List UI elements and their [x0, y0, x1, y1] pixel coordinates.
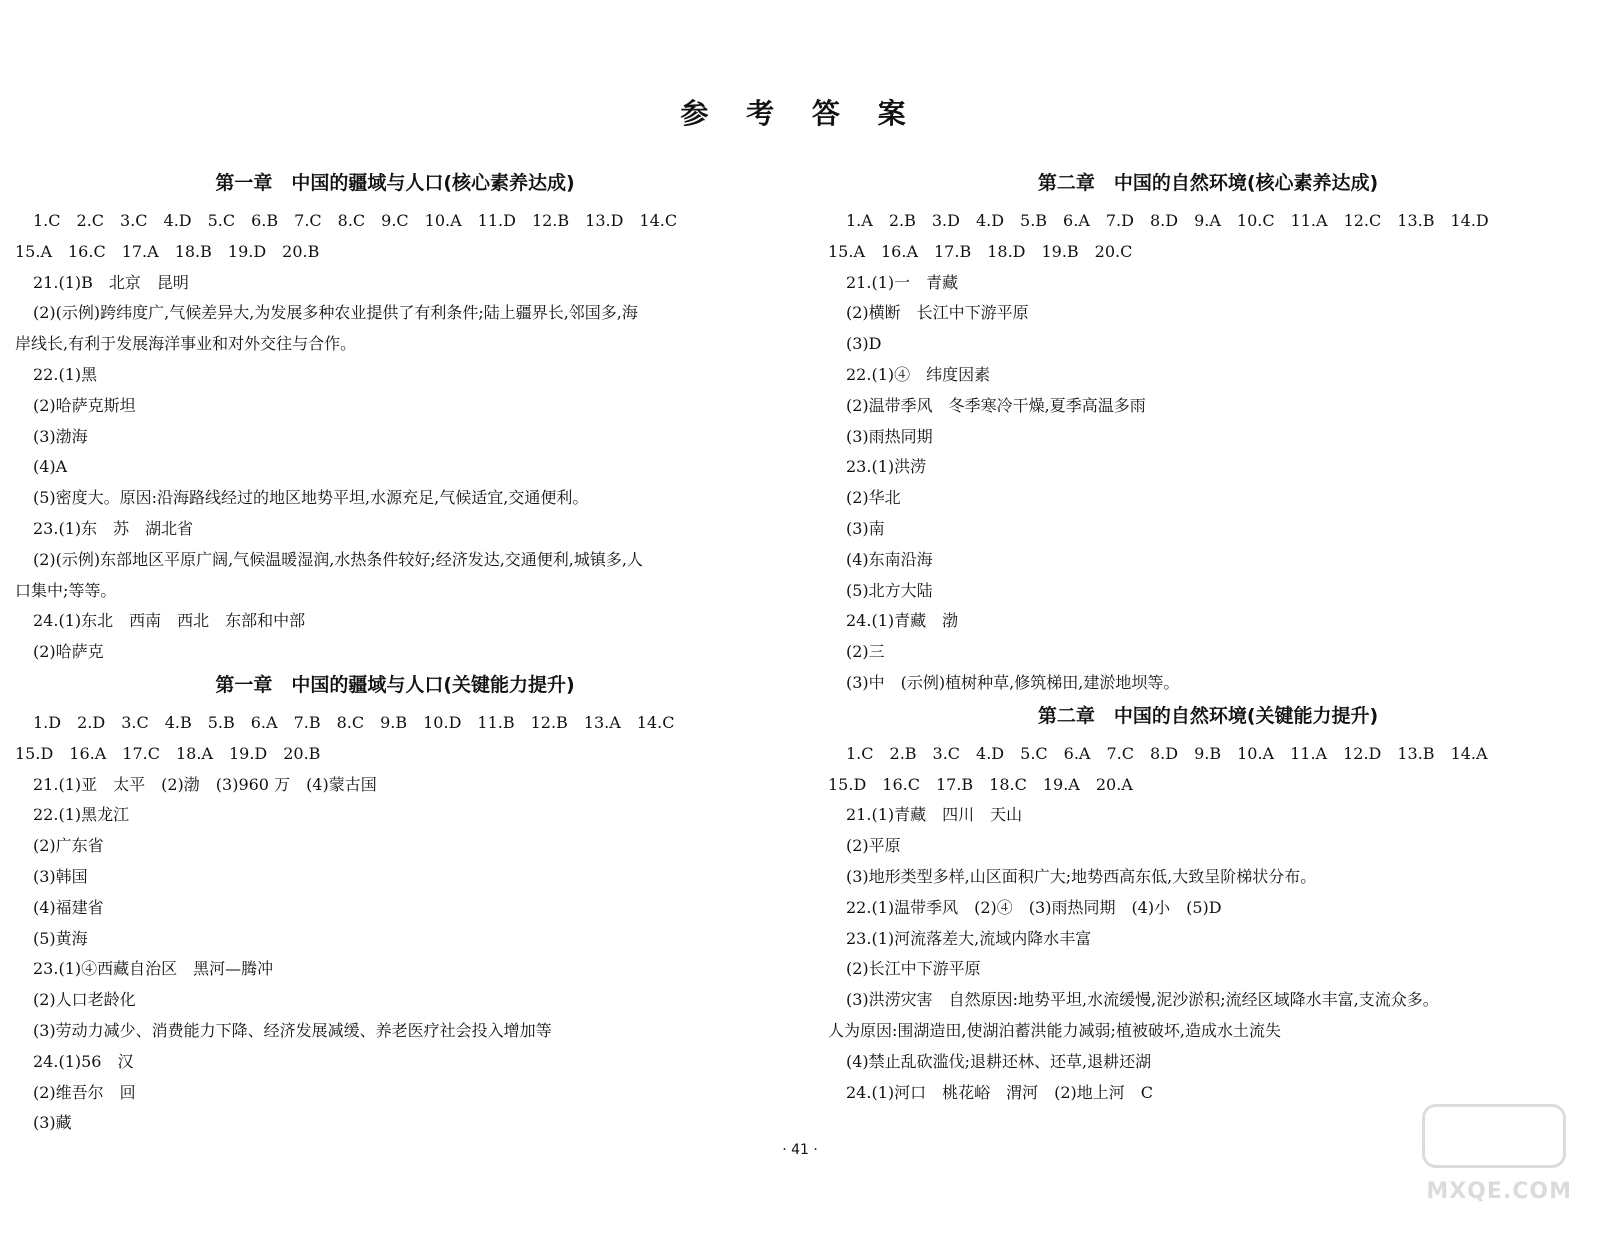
answer-line: 1.A 2.B 3.D 4.D 5.B 6.A 7.D 8.D 9.A 10.C 11.A 12.C 13.B 14.D [846, 211, 1489, 230]
answer-line: 24.(1)东北 西南 西北 东部和中部 [33, 611, 306, 631]
answer-line: (3)韩国 [33, 866, 88, 886]
answer-line: (4)福建省 [33, 897, 104, 917]
answer-line: 15.A 16.A 17.B 18.D 19.B 20.C [828, 241, 1133, 261]
answer-line: (3)渤海 [33, 426, 88, 446]
answer-line: 口集中;等等。 [15, 580, 117, 600]
answer-line: (4)A [33, 457, 68, 477]
answer-line: (2)三 [846, 642, 885, 662]
answer-section [828, 168, 1588, 699]
answer-line: (3)南 [846, 518, 885, 538]
answer-line: (3)藏 [33, 1113, 72, 1133]
watermark-logo [1422, 1104, 1572, 1204]
answer-line: (3)雨热同期 [846, 426, 933, 446]
answer-line: 24.(1)河口 桃花峪 渭河 (2)地上河 C [846, 1082, 1154, 1102]
answer-line: (3)洪涝灾害 自然原因:地势平坦,水流缓慢,泥沙淤积;流经区域降水丰富,支流众多。 [846, 990, 1439, 1010]
answer-line: (5)黄海 [33, 928, 88, 948]
answer-line: 22.(1)黑 [33, 364, 98, 384]
answer-line: 23.(1)河流落差大,流域内降水丰富 [846, 928, 1092, 948]
answer-line: 15.A 16.C 17.A 18.B 19.D 20.B [15, 241, 320, 261]
answer-line: (2)华北 [846, 488, 901, 508]
answer-line: 22.(1)黑龙江 [33, 805, 130, 825]
answer-line: 24.(1)青藏 渤 [846, 611, 959, 631]
answer-line: 21.(1)亚 太平 (2)渤 (3)960 万 (4)蒙古国 [33, 774, 377, 794]
answer-line: (5)北方大陆 [846, 580, 933, 600]
answer-line: 人为原因:围湖造田,使湖泊蓄洪能力减弱;植被破坏,造成水土流失 [828, 1020, 1281, 1040]
answer-line: (2)平原 [846, 836, 901, 856]
answer-line: (3)地形类型多样,山区面积广大;地势西高东低,大致呈阶梯状分布。 [846, 866, 1317, 886]
answer-line: (2)哈萨克 [33, 642, 104, 662]
section-heading: 第一章 中国的疆域与人口(核心素养达成) [215, 172, 575, 194]
answer-line: 21.(1)一 青藏 [846, 272, 959, 292]
answer-line: 23.(1)④西藏自治区 黑河—腾冲 [33, 959, 274, 979]
answer-line: (2)横断 长江中下游平原 [846, 303, 1029, 323]
answer-line: 1.C 2.B 3.C 4.D 5.C 6.A 7.C 8.D 9.B 10.A 11.A 12.D 13.B 14.A [846, 743, 1488, 763]
answer-section [15, 168, 775, 668]
answer-line: (2)人口老龄化 [33, 990, 136, 1010]
answer-line: (4)禁止乱砍滥伐;退耕还林、还草,退耕还湖 [846, 1051, 1152, 1071]
answer-line: 22.(1)温带季风 (2)④ (3)雨热同期 (4)小 (5)D [846, 897, 1222, 917]
answer-line: (2)温带季风 冬季寒冷干燥,夏季高温多雨 [846, 395, 1146, 415]
page-number: · 41 · [782, 1142, 818, 1158]
answer-line: 15.D 16.C 17.B 18.C 19.A 20.A [828, 774, 1133, 794]
answer-line: 22.(1)④ 纬度因素 [846, 364, 991, 384]
answer-line: 23.(1)东 苏 湖北省 [33, 518, 194, 538]
section-heading: 第一章 中国的疆域与人口(关键能力提升) [215, 673, 575, 696]
answer-section [15, 670, 775, 1139]
answer-section [828, 701, 1588, 1109]
answer-line: (5)密度大。原因:沿海路线经过的地区地势平坦,水源充足,气候适宜,交通便利。 [33, 488, 589, 508]
answer-line: 21.(1)青藏 四川 天山 [846, 805, 1023, 825]
answer-line: (3)劳动力减少、消费能力下降、经济发展减缓、养老医疗社会投入增加等 [33, 1020, 552, 1040]
answer-line: 15.D 16.A 17.C 18.A 19.D 20.B [15, 743, 321, 763]
answer-line: (3)中 (示例)植树种草,修筑梯田,建淤地坝等。 [846, 672, 1180, 692]
section-heading: 第二章 中国的自然环境(关键能力提升) [1037, 704, 1379, 727]
answer-line: (2)(示例)东部地区平原广阔,气候温暖湿润,水热条件较好;经济发达,交通便利,城镇多,人 [33, 549, 643, 569]
watermark-text: MXQE.COM [1426, 1179, 1572, 1204]
left-column [15, 168, 775, 1141]
answer-line: (2)长江中下游平原 [846, 959, 981, 979]
section-heading: 第二章 中国的自然环境(核心素养达成) [1037, 172, 1379, 194]
answer-line: 24.(1)56 汉 [33, 1051, 134, 1071]
answer-line: (2)(示例)跨纬度广,气候差异大,为发展多种农业提供了有利条件;陆上疆界长,邻国多,海 [33, 303, 638, 323]
answer-line: (2)维吾尔 回 [33, 1082, 136, 1102]
answer-line: (4)东南沿海 [846, 549, 933, 569]
answer-line: (3)D [846, 334, 882, 354]
answer-line: (2)广东省 [33, 836, 104, 856]
page-title: 参 考 答 案 [680, 97, 920, 130]
right-column [828, 168, 1588, 1110]
watermark-badge-icon [1422, 1104, 1566, 1168]
answer-line: (2)哈萨克斯坦 [33, 395, 136, 415]
answer-line: 1.D 2.D 3.C 4.B 5.B 6.A 7.B 8.C 9.B 10.D 11.B 12.B 13.A 14.C [33, 712, 675, 732]
answer-line: 21.(1)B 北京 昆明 [33, 272, 189, 292]
answer-line: 1.C 2.C 3.C 4.D 5.C 6.B 7.C 8.C 9.C 10.A 11.D 12.B 13.D 14.C [33, 211, 678, 230]
answer-line: 23.(1)洪涝 [846, 457, 927, 477]
answer-line: 岸线长,有利于发展海洋事业和对外交往与合作。 [15, 334, 357, 354]
